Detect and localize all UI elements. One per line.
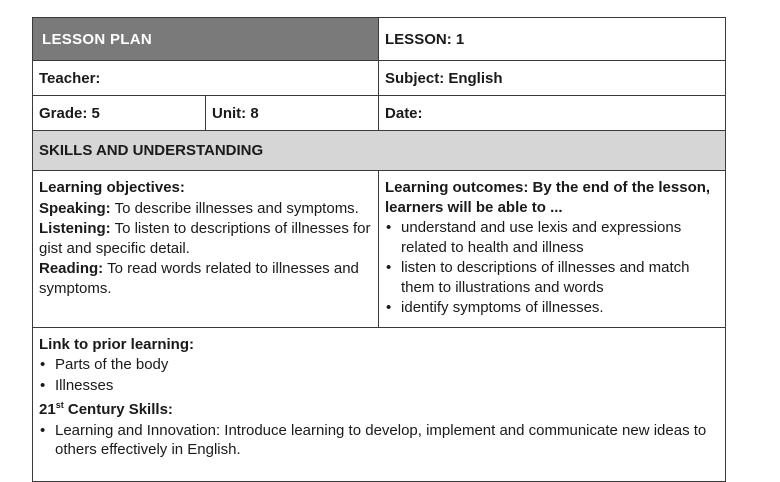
- teacher-field: Teacher:: [33, 61, 379, 96]
- unit-field: Unit: 8: [206, 96, 379, 131]
- bullet-icon: •: [386, 219, 392, 236]
- objectives-heading: Learning objectives:: [39, 179, 185, 196]
- objective-text: To describe illnesses and symptoms.: [110, 199, 359, 217]
- objective-listening: [39, 219, 372, 258]
- lesson-plan-table: [32, 17, 726, 482]
- objective-reading: [39, 259, 372, 298]
- subject-field: Subject: English: [379, 61, 726, 96]
- skills-section-heading: SKILLS AND UNDERSTANDING: [33, 131, 726, 171]
- prior-learning-cell: [33, 327, 726, 481]
- century-skills-heading: 21st Century Skills:: [39, 400, 173, 418]
- list-item: • understand and use lexis and expressions related to health and illness: [386, 219, 682, 256]
- objective-label: Reading:: [39, 260, 104, 277]
- objective-label: Listening:: [39, 220, 111, 237]
- objective-text: To listen to descriptions of illnesses for gist and specific detail.: [39, 220, 371, 257]
- list-item: • identify symptoms of illnesses.: [386, 299, 604, 316]
- lesson-plan-title: LESSON PLAN: [33, 18, 379, 61]
- bullet-icon: •: [40, 376, 46, 394]
- date-field: Date:: [379, 96, 726, 131]
- objective-speaking: [39, 199, 372, 219]
- list-item: • listen to descriptions of illnesses and match them to illustrations and words: [386, 259, 690, 296]
- learning-outcomes-cell: [379, 171, 726, 328]
- lesson-plan-document: [32, 17, 725, 482]
- list-item: • Parts of the body: [40, 356, 169, 373]
- learning-objectives-cell: [33, 171, 379, 328]
- bullet-icon: •: [386, 259, 392, 276]
- bullet-icon: •: [386, 299, 392, 316]
- list-item: • Illnesses: [40, 376, 114, 394]
- outcomes-heading: Learning outcomes: By the end of the lesson, learners will be able to ...: [385, 179, 711, 216]
- prior-learning-list: [39, 355, 719, 395]
- bullet-icon: •: [40, 421, 46, 439]
- objective-label: Speaking:: [39, 199, 111, 217]
- prior-learning-heading: Link to prior learning:: [39, 335, 195, 353]
- list-item: • Learning and Innovation: Introduce learning to develop, implement and communicate new ideas to others effectively in English.: [40, 421, 707, 458]
- lesson-number: LESSON: 1: [379, 18, 726, 61]
- bullet-icon: •: [40, 356, 46, 373]
- century-skills-list: [39, 421, 719, 460]
- outcomes-list: [385, 218, 719, 318]
- grade-field: Grade: 5: [33, 96, 206, 131]
- objective-text: To read words related to illnesses and symptoms.: [39, 260, 359, 297]
